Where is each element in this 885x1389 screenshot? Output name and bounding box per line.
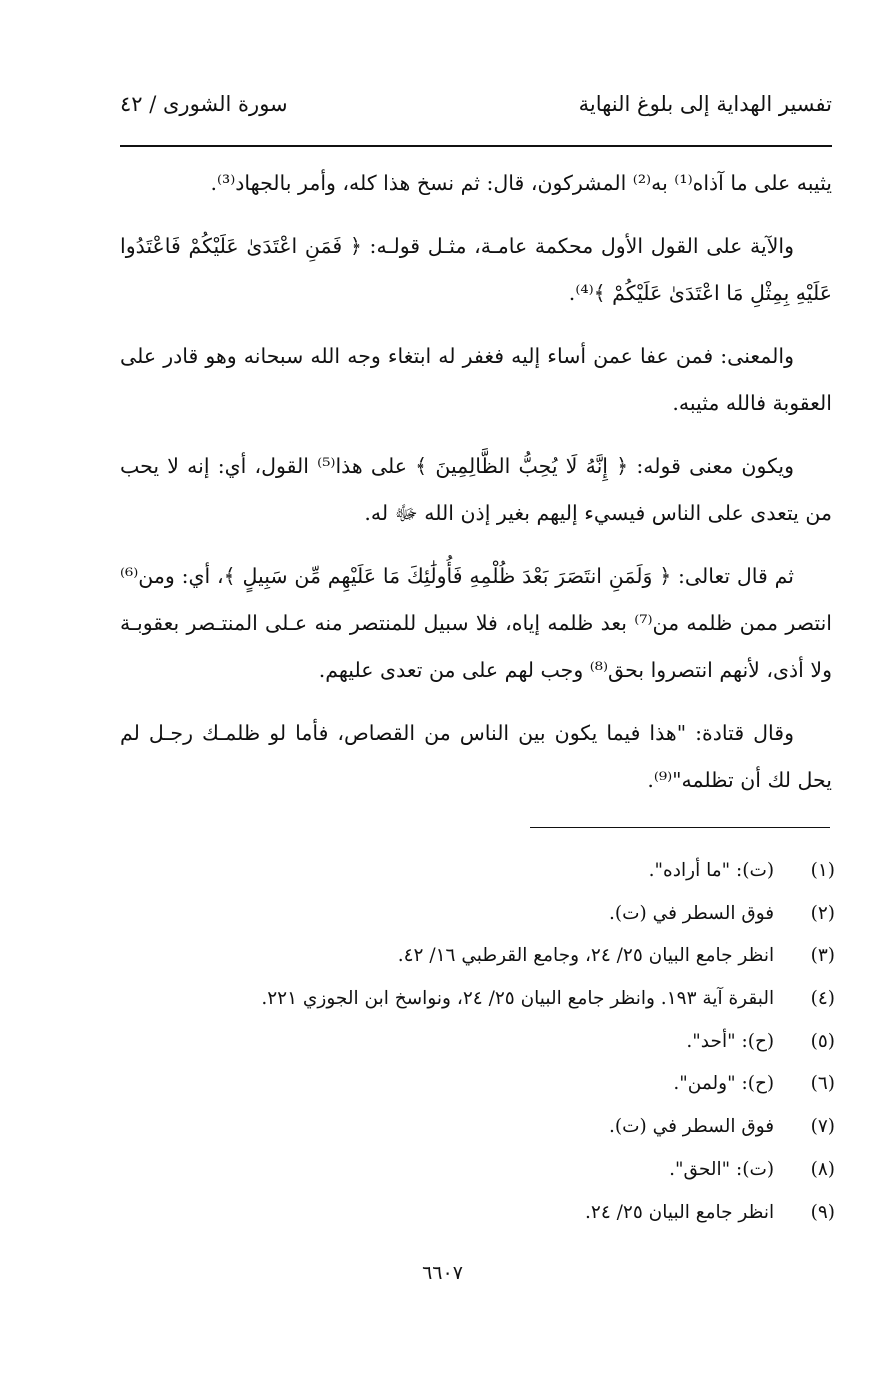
main-text <box>120 160 832 820</box>
footnote-text: فوق السطر في (ت). <box>609 902 775 924</box>
footnote-number: (٢) <box>810 902 835 924</box>
footnote-number: (٧) <box>810 1116 835 1138</box>
header-divider <box>120 145 832 147</box>
book-title: تفسير الهداية إلى بلوغ النهاية <box>578 92 832 116</box>
footnote-divider <box>530 827 830 828</box>
paragraph-3: والمعنى: فمن عفا عمن أساء إليه فغفر له ابتغاء وجه الله سبحانه وهو قادر على العقوبة فالله مثيبه. <box>120 344 832 415</box>
footnote-number: (٥) <box>810 1030 835 1052</box>
footnote-text: (ت): "الحق". <box>669 1158 775 1180</box>
footnote-text: البقرة آية ١٩٣. وانظر جامع البيان ٢٥/ ٢٤، ونواسخ ابن الجوزي ٢٢١. <box>261 988 775 1010</box>
footnote-number: (١) <box>810 860 835 881</box>
footnote-number: (٣) <box>810 945 835 967</box>
footnote-number: (٦) <box>810 1073 835 1095</box>
paragraph-6: وقال قتادة: "هذا فيما يكون بين الناس من القصاص، فأما لو ظلمـك رجـل لم يحل لك أن تظلمه"⁽⁹⁾. <box>120 721 832 792</box>
footnote-number: (٩) <box>810 1201 835 1223</box>
footnotes-list <box>120 850 835 1234</box>
footnote-number: (٤) <box>810 988 835 1010</box>
footnote-item <box>120 850 835 893</box>
footnote-text: فوق السطر في (ت). <box>609 1116 775 1138</box>
footnote-item <box>120 935 835 978</box>
footnote-item <box>120 1149 835 1192</box>
page-number: ٦٦٠٧ <box>422 1262 463 1284</box>
footnote-item <box>120 1106 835 1149</box>
footnote-item <box>120 1021 835 1064</box>
footnote-text: انظر جامع البيان ٢٥/ ٢٤. <box>585 1201 775 1223</box>
footnote-text: انظر جامع البيان ٢٥/ ٢٤، وجامع القرطبي ١٦/ ٤٢. <box>397 945 775 967</box>
footnote-text: (ح): "أحد". <box>686 1030 775 1052</box>
footnote-item <box>120 978 835 1021</box>
footnote-number: (٨) <box>810 1158 835 1180</box>
footnote-text: (ح): "ولمن". <box>673 1073 775 1095</box>
footnote-item <box>120 893 835 936</box>
footnote-item <box>120 1192 835 1235</box>
surah-page-label: سورة الشورى / ٤٢ <box>120 92 288 116</box>
footnote-text: (ت): "ما أراده". <box>648 860 775 881</box>
paragraph-1: يثيبه على ما آذاه⁽¹⁾ به⁽²⁾ المشركون، قال: ثم نسخ هذا كله، وأمر بالجهاد⁽³⁾. <box>210 171 832 195</box>
running-header <box>120 92 832 132</box>
paragraph-2: والآية على القول الأول محكمة عامـة، مثـل قولـه: ﴿ فَمَنِ اعْتَدَىٰ عَلَيْكُمْ فَاعْتَدُوا عَلَيْهِ بِمِثْلِ مَا اعْتَدَىٰ عَلَيْكُمْ ﴾⁽⁴⁾. <box>120 234 832 305</box>
footnote-item <box>120 1063 835 1106</box>
paragraph-5: ثم قال تعالى: ﴿ وَلَمَنِ انتَصَرَ بَعْدَ ظُلْمِهِ فَأُولَٰئِكَ مَا عَلَيْهِم مِّن سَبِيلٍ ﴾، أي: ومن⁽⁶⁾ انتصر ممن ظلمه من⁽⁷⁾ بعد ظلمه إياه، فلا سبيل للمنتصر منه عـلى المنتـصر بعقوبـة ولا أذى، لأنهم انتصروا بحق⁽⁸⁾ وجب لهم على من تعدى عليهم. <box>120 564 832 682</box>
paragraph-4: ويكون معنى قوله: ﴿ إِنَّهُ لَا يُحِبُّ الظَّالِمِينَ ﴾ على هذا⁽⁵⁾ القول، أي: إنه لا يحب من يتعدى على الناس فيسيء إليهم بغير إذن الله ﷻ له. <box>120 454 832 525</box>
